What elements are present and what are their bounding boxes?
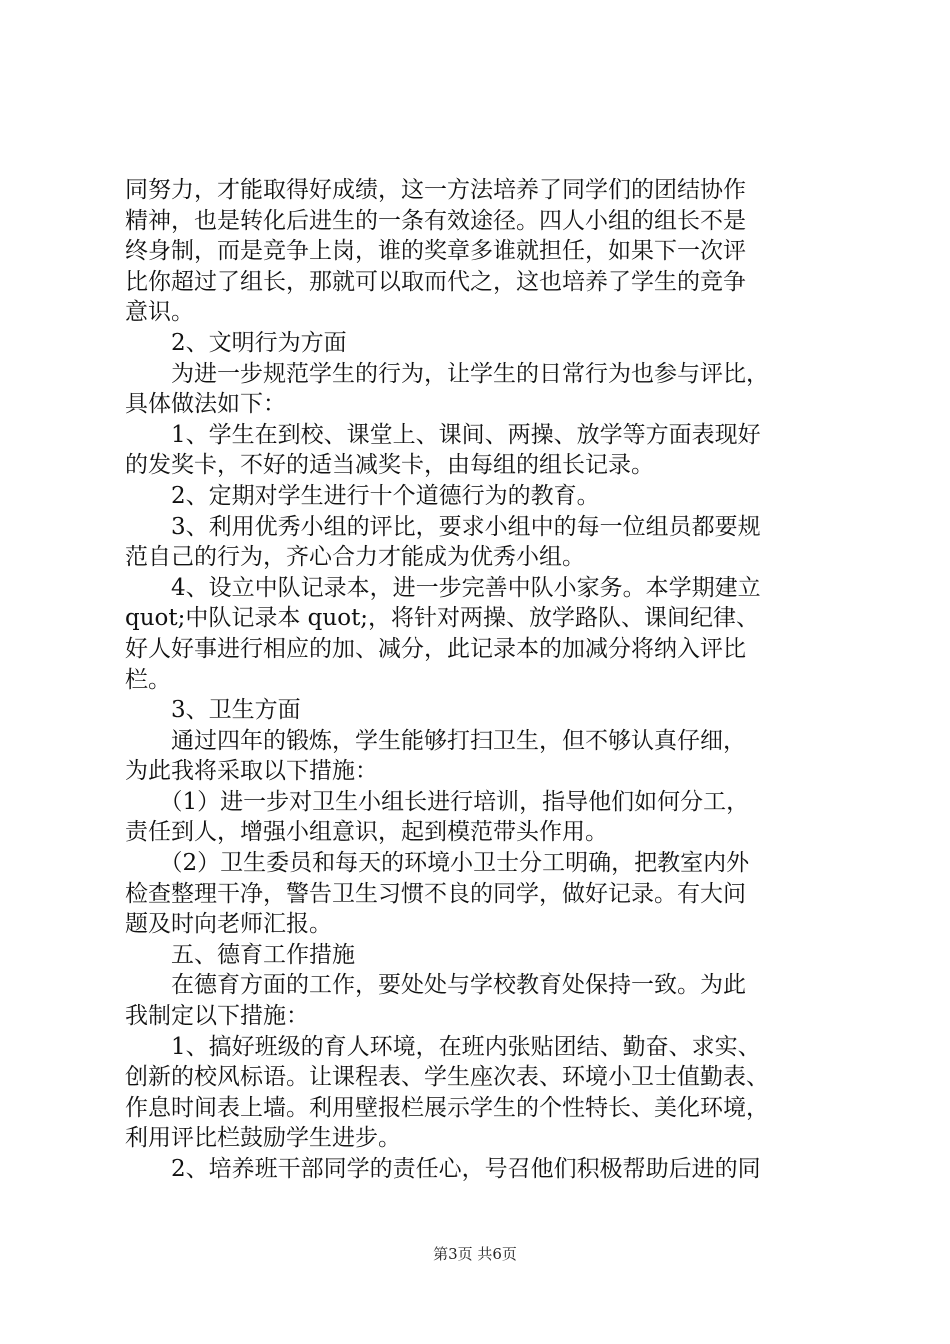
text-line: （1）进一步对卫生小组长进行培训，指导他们如何分工， [125, 788, 750, 815]
text-line: （2）卫生委员和每天的环境小卫士分工明确，把教室内外 [125, 850, 750, 877]
text-line: 责任到人，增强小组意识，起到模范带头作用。 [125, 819, 608, 846]
document-body [125, 175, 835, 1185]
text-line: 3、利用优秀小组的评比，要求小组中的每一位组员都要规 [125, 513, 761, 540]
page-number-footer: 第3页 共6页 [433, 1245, 517, 1263]
text-line: 意识。 [125, 299, 194, 326]
text-line: 精神，也是转化后进生的一条有效途径。四人小组的组长不是 [125, 207, 746, 234]
text-line: 利用评比栏鼓励学生进步。 [125, 1125, 401, 1152]
text-line: 我制定以下措施： [125, 1003, 309, 1030]
section-heading: 3、卫生方面 [125, 697, 301, 724]
text-line: 的发奖卡，不好的适当减奖卡，由每组的组长记录。 [125, 452, 654, 479]
text-line: 作息时间表上墙。利用壁报栏展示学生的个性特长、美化环境， [125, 1094, 769, 1121]
text-line: 为此我将采取以下措施： [125, 758, 378, 785]
text-line: 题及时向老师汇报。 [125, 911, 332, 938]
text-line: 范自己的行为，齐心合力才能成为优秀小组。 [125, 544, 585, 571]
text-line: 终身制，而是竞争上岗，谁的奖章多谁就担任，如果下一次评 [125, 238, 746, 265]
section-heading: 五、德育工作措施 [125, 941, 355, 968]
section-heading: 2、文明行为方面 [125, 329, 347, 356]
text-line: 比你超过了组长，那就可以取而代之，这也培养了学生的竞争 [125, 268, 746, 295]
text-line: 2、定期对学生进行十个道德行为的教育。 [125, 482, 600, 509]
text-line: 1、学生在到校、课堂上、课间、两操、放学等方面表现好 [125, 421, 761, 448]
text-line: 创新的校风标语。让课程表、学生座次表、环境小卫士值勤表、 [125, 1064, 769, 1091]
text-line: quot;中队记录本 quot;，将针对两操、放学路队、课间纪律、 [125, 605, 760, 632]
text-line: 为进一步规范学生的行为，让学生的日常行为也参与评比， [125, 360, 769, 387]
text-line: 检查整理干净，警告卫生习惯不良的同学，做好记录。有大问 [125, 880, 746, 907]
text-line: 同努力，才能取得好成绩，这一方法培养了同学们的团结协作 [125, 177, 746, 203]
text-line: 栏。 [125, 666, 171, 693]
text-line: 具体做法如下： [125, 391, 286, 418]
text-line: 4、设立中队记录本，进一步完善中队小家务。本学期建立 [125, 574, 761, 601]
text-line: 在德育方面的工作，要处处与学校教育处保持一致。为此 [125, 972, 746, 999]
text-line: 2、培养班干部同学的责任心，号召他们积极帮助后进的同 [125, 1156, 761, 1182]
text-line: 1、搞好班级的育人环境，在班内张贴团结、勤奋、求实、 [125, 1033, 761, 1060]
text-line: 通过四年的锻炼，学生能够打扫卫生，但不够认真仔细， [125, 727, 746, 754]
text-line: 好人好事进行相应的加、减分，此记录本的加减分将纳入评比 [125, 635, 746, 662]
